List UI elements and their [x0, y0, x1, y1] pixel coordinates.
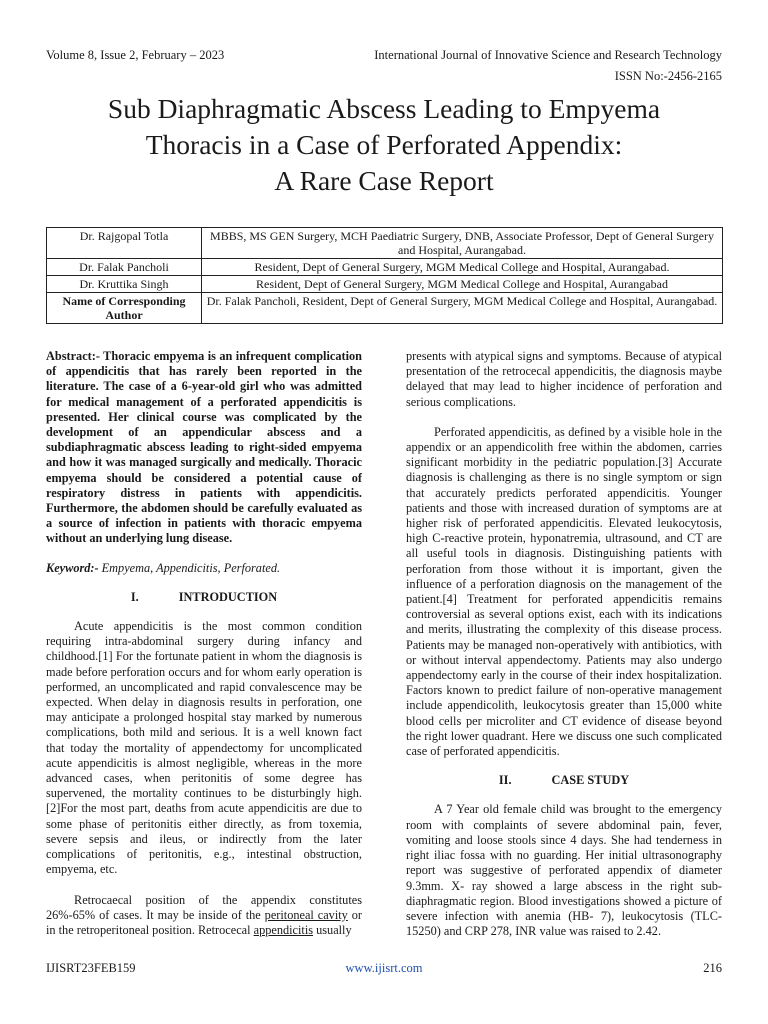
- section-heading-introduction: [46, 590, 362, 605]
- volume-issue: Volume 8, Issue 2, February – 2023: [46, 48, 225, 62]
- author-row: [47, 228, 723, 259]
- author-name: Dr. Falak Pancholi: [47, 259, 202, 276]
- author-row: [47, 276, 723, 293]
- section-heading-case-study: [406, 773, 722, 788]
- issn: ISSN No:-2456-2165: [614, 69, 722, 83]
- intro-text: Retrocaecal position of the appendix constitutes 26%-65% of cases. It may be inside of the: [46, 892, 362, 922]
- peritoneal-cavity-link[interactable]: peritoneal cavity: [264, 907, 348, 922]
- author-name: Dr. Kruttika Singh: [47, 276, 202, 293]
- corresponding-author-affiliation: Dr. Falak Pancholi, Resident, Dept of General Surgery, MGM Medical College and Hospital, Aurangabad.: [202, 293, 723, 324]
- keyword-label: Keyword:-: [46, 560, 99, 575]
- title-line-2: Thoracis in a Case of Perforated Appendix:: [145, 129, 623, 160]
- article-code: IJISRT23FEB159: [46, 961, 136, 975]
- section-number: II.: [498, 773, 512, 788]
- section-number: I.: [130, 589, 139, 604]
- author-affiliation: Resident, Dept of General Surgery, MGM Medical College and Hospital, Aurangabad.: [202, 259, 723, 276]
- author-affiliation: Resident, Dept of General Surgery, MGM Medical College and Hospital, Aurangabad: [202, 276, 723, 293]
- title-line-3: A Rare Case Report: [274, 165, 494, 196]
- abstract: Abstract:- Thoracic empyema is an infrequent complication of appendicitis that has rarely been reported in the literature. The case of a 6-year-old girl who was admitted for medical management of a perforated appendicitis is presented. Her clinical course was complicated by the development of an appendicular abscess and a subdiaphragmatic abscess leading to right-sided empyema and how it was managed surgically and medically. Thoracic empyema should be considered a potential cause of respiratory distress in patients with appendicitis. Furthermore, the abdomen should be carefully evaluated as a source of infection in patients with thoracic empyema without an underlying lung disease.: [46, 349, 362, 546]
- intro-paragraph-2: [46, 893, 362, 939]
- section-title: CASE STUDY: [551, 773, 630, 788]
- intro-text: or in the retroperitoneal position. Retrocecal: [46, 907, 362, 937]
- section-title: INTRODUCTION: [178, 589, 278, 604]
- left-column: [46, 349, 362, 938]
- title-line-1: Sub Diaphragmatic Abscess Leading to Empyema: [107, 93, 661, 124]
- appendicitis-link[interactable]: appendicitis: [253, 922, 314, 937]
- intro-text: usually: [313, 922, 352, 937]
- corresponding-author-row: [47, 293, 723, 324]
- paper-title: [40, 91, 728, 199]
- case-study-paragraph: A 7 Year old female child was brought to the emergency room with complaints of severe abdominal pain, fever, vomiting and loose stools since 4 days. She had tenderness in right iliac fossa with no guarding. Her initial ultrasonography report was suggestive of perforated appendix of diameter 9.3mm. X- ray showed a large abscess in the right sub-diaphragmatic region. Blood investigations showed a picture of severe infection with anemia (HB- 7), leukocytosis (TLC-15250) and CRP 278, INR value was raised to 2.42.: [406, 802, 722, 939]
- website-link[interactable]: www.ijisrt.com: [345, 961, 423, 975]
- author-name: Dr. Rajgopal Totla: [47, 228, 202, 259]
- retrocecal-paragraph: presents with atypical signs and symptoms. Because of atypical presentation of the retrocecal appendicitis, the diagnosis maybe delayed that may lead to higher incidence of perforation and serious complications.: [406, 349, 722, 409]
- keyword-text: Empyema, Appendicitis, Perforated.: [98, 560, 281, 575]
- journal-name: International Journal of Innovative Science and Research Technology: [374, 48, 722, 62]
- corresponding-author-label: Name of Corresponding Author: [47, 293, 202, 324]
- page-number: 216: [703, 961, 722, 975]
- right-column: [406, 349, 722, 939]
- author-row: [47, 259, 723, 276]
- perforated-appendicitis-paragraph: Perforated appendicitis, as defined by a visible hole in the appendix or an appendicolith free within the abdomen, carries significant morbidity in the pediatric population.[3] Accurate diagnosis is challenging as there is no single symptom or sign that accurately predicts perforated appendicitis. Younger patients and those with increased duration of symptoms are at higher risk of perforated appendicitis. Elevated leukocytosis, high C-reactive protein, hyponatremia, ultrasound, and CT are all useful tools in diagnosis. Distinguishing patients with perforation from those without it is important, given the influence of a perforation diagnosis on the management of the patient.[4] Treatment for perforated appendicitis remains controversial as several options exist, each with its indications and merits, illustrating the complexity of this disease process. Patients may be managed non-operatively with antibiotics, with or without interval appendectomy. Patients may also undergo appendectomy early in the course of their index hospitalization. Factors known to predict failure of non-operative management include appendicolith, leukocytosis greater than 15,000 white blood cells per microliter and CT evidence of disease beyond the right lower quadrant. Here we discuss one such complicated case of perforated appendicitis.: [406, 424, 722, 759]
- intro-paragraph-1: Acute appendicitis is the most common condition requiring intra-abdominal surgery during infancy and childhood.[1] For the fortunate patient in whom the diagnosis is made before perforation occurs and for whom early operation is performed, an uncomplicated and rapid convalescence may be expected. When delay in diagnosis results in perforation, one may anticipate a prolonged hospital stay marked by numerous complications, both mild and serious. It is a well known fact that today the mortality of appendectomy for uncomplicated acute appendicitis is almost negligible, whereas in the more advanced cases, when peritonitis of some degree has supervened, the mortality continues to be disturbingly high. [2]For the most part, deaths from acute appendicitis are due to some phase of peritonitis either directly, as from toxemia, severe sepsis and ileus, or indirectly from the later complications of peritonitis, e.g., intestinal obstruction, empyema, etc.: [46, 619, 362, 877]
- keywords: [46, 561, 362, 576]
- author-affiliation: MBBS, MS GEN Surgery, MCH Paediatric Surgery, DNB, Associate Professor, Dept of General Surgery and Hospital, Aurangabad.: [202, 228, 723, 259]
- author-table: [46, 227, 723, 324]
